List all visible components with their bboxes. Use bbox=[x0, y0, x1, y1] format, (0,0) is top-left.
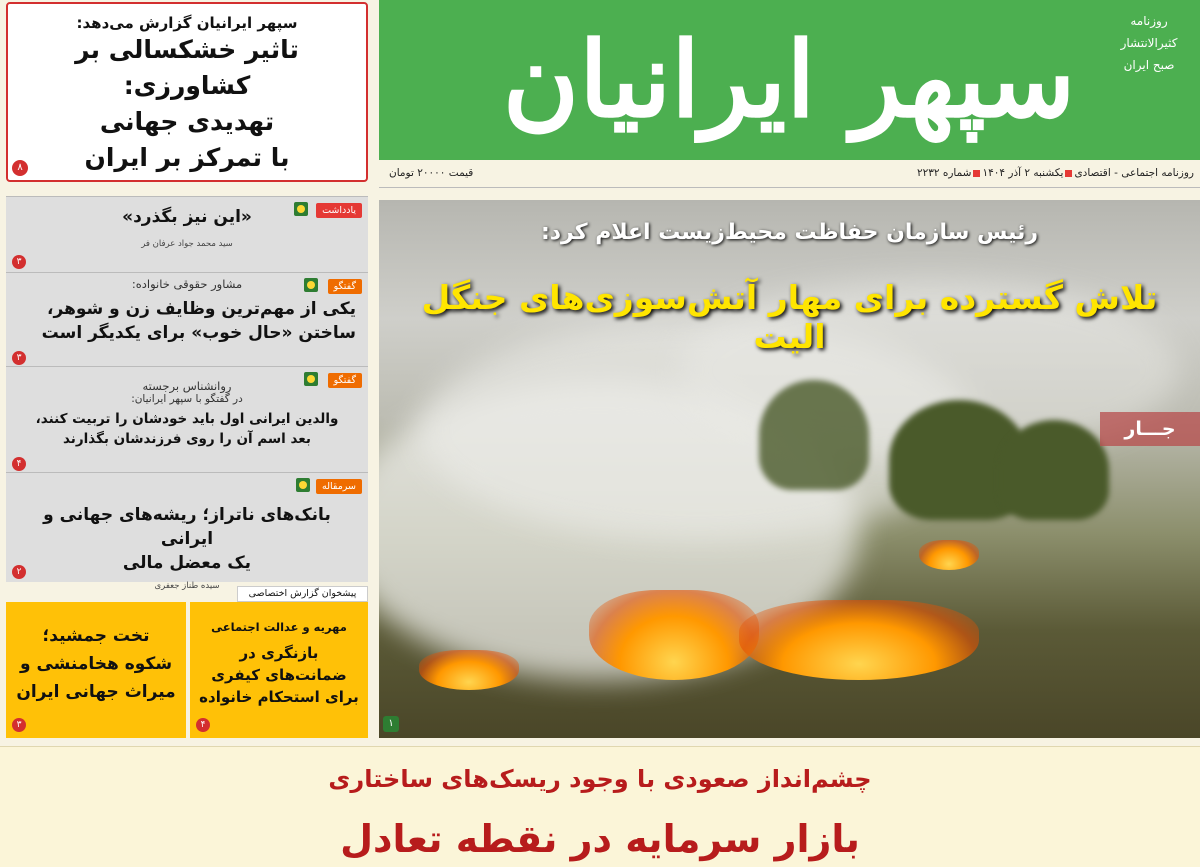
yellow-title-line: ضمانت‌های کیفری bbox=[211, 666, 347, 684]
yellow-title-line: تخت جمشید؛ bbox=[42, 626, 150, 646]
story-kicker: روانشناس برجسته bbox=[142, 379, 232, 393]
red-square-icon bbox=[973, 170, 980, 177]
yellow-title bbox=[12, 622, 180, 706]
page-number: ۱ bbox=[383, 716, 399, 732]
yellow-box-persepolis[interactable] bbox=[6, 602, 186, 738]
fire-shape bbox=[739, 600, 979, 680]
story-body bbox=[18, 277, 356, 345]
yellow-title bbox=[196, 642, 362, 708]
fire-shape bbox=[919, 540, 979, 570]
tree-shape bbox=[999, 420, 1109, 520]
bottom-kicker: چشم‌انداز صعودی با وجود ریسک‌های ساختاری bbox=[328, 765, 872, 793]
yellow-title-line: بازنگری در bbox=[239, 644, 319, 662]
feature-title-line: با تمرکز بر ایران bbox=[84, 143, 290, 172]
story-kicker: مشاور حقوقی خانواده: bbox=[131, 277, 243, 291]
masthead bbox=[379, 0, 1200, 160]
slogan-line: کثیرالانتشار bbox=[1120, 36, 1178, 50]
slogan-line: صبح ایران bbox=[1123, 58, 1175, 72]
page-number: ۳ bbox=[12, 351, 26, 365]
red-square-icon bbox=[1065, 170, 1072, 177]
story-title-line: بعد اسم آن را روی فرزندشان بگذارند bbox=[63, 431, 311, 447]
issue-info bbox=[917, 167, 1194, 179]
page-number: ۸ bbox=[12, 160, 28, 176]
story-title-line: ساختن «حال خوب» برای یکدیگر است bbox=[41, 323, 356, 343]
yellow-kicker: مهریه و عدالت اجتماعی bbox=[211, 620, 347, 634]
main-headline: تلاش گسترده برای مهار آتش‌سوزی‌های جنگل الیت bbox=[421, 278, 1158, 356]
price: قیمت ۲۰۰۰۰ تومان bbox=[389, 167, 474, 179]
page-number: ۴ bbox=[196, 718, 210, 732]
section-tag: یادداشت bbox=[316, 203, 362, 218]
newspaper-logo: سپهر ایرانیان bbox=[502, 18, 1076, 141]
page-number: ۴ bbox=[12, 457, 26, 471]
main-headline-kicker: رئیس سازمان حفاظت محیط‌زیست اعلام کرد: bbox=[540, 220, 1039, 245]
feature-kicker: سپهر ایرانیان گزارش می‌دهد: bbox=[76, 14, 298, 32]
story-title-line: بانک‌های ناتراز؛ ریشه‌های جهانی و ایرانی bbox=[43, 505, 331, 549]
story-interview-2[interactable] bbox=[6, 366, 368, 472]
main-photo[interactable] bbox=[379, 200, 1200, 738]
story-interview-1[interactable] bbox=[6, 272, 368, 366]
story-author: سید محمد جواد عرفان فر bbox=[141, 239, 233, 249]
fire-shape bbox=[419, 650, 519, 690]
page-number: ۲ bbox=[12, 565, 26, 579]
story-editorial[interactable] bbox=[6, 472, 368, 591]
page-number: ۳ bbox=[12, 718, 26, 732]
story-body bbox=[18, 205, 356, 249]
story-title-line: یکی از مهم‌ترین وظایف زن و شوهر، bbox=[47, 299, 356, 319]
slogan-line: روزنامه bbox=[1130, 14, 1168, 28]
story-title-line: یک معضل مالی bbox=[122, 553, 252, 573]
paper-type: روزنامه اجتماعی - اقتصادی bbox=[1074, 167, 1194, 179]
story-title: «این نیز بگذرد» bbox=[122, 207, 252, 227]
story-author: سیده طناز جعفری bbox=[154, 581, 220, 591]
story-body bbox=[18, 379, 356, 449]
exclusive-report-label: پیشخوان گزارش اختصاصی bbox=[237, 586, 368, 602]
story-subkicker: در گفتگو با سپهر ایرانیان: bbox=[131, 393, 243, 405]
feature-title-line: تهدیدی جهانی bbox=[99, 107, 275, 136]
yellow-title-line: برای استحکام خانواده bbox=[199, 688, 359, 706]
photo-agency-logo: جـــار bbox=[1100, 412, 1200, 446]
tree-shape bbox=[759, 380, 869, 490]
story-body bbox=[18, 503, 356, 591]
fire-shape bbox=[589, 590, 759, 680]
masthead-slogan bbox=[1110, 10, 1188, 76]
issue-number: شماره ۲۲۳۲ bbox=[916, 167, 972, 179]
page-number: ۳ bbox=[12, 255, 26, 269]
yellow-box-family[interactable] bbox=[190, 602, 368, 738]
section-icon bbox=[296, 478, 310, 492]
section-tag: سرمقاله bbox=[316, 479, 362, 494]
top-left-feature[interactable] bbox=[6, 2, 368, 182]
yellow-title-line: میراث جهانی ایران bbox=[16, 682, 176, 702]
feature-title-line: تاثیر خشکسالی بر کشاورزی: bbox=[75, 35, 299, 100]
issue-date: یکشنبه ۲ آذر ۱۴۰۴ bbox=[982, 167, 1064, 179]
story-note[interactable] bbox=[6, 196, 368, 272]
section-tag: گفتگو bbox=[328, 373, 362, 388]
masthead-infobar bbox=[379, 160, 1200, 188]
story-title-line: والدین ایرانی اول باید خودشان را تربیت کنند، bbox=[35, 411, 339, 427]
bottom-headline: بازار سرمایه در نقطه تعادل bbox=[340, 817, 860, 861]
section-tag: گفتگو bbox=[328, 279, 362, 294]
yellow-title-line: شکوه هخامنشی و bbox=[19, 654, 173, 674]
bottom-story[interactable] bbox=[0, 746, 1200, 867]
